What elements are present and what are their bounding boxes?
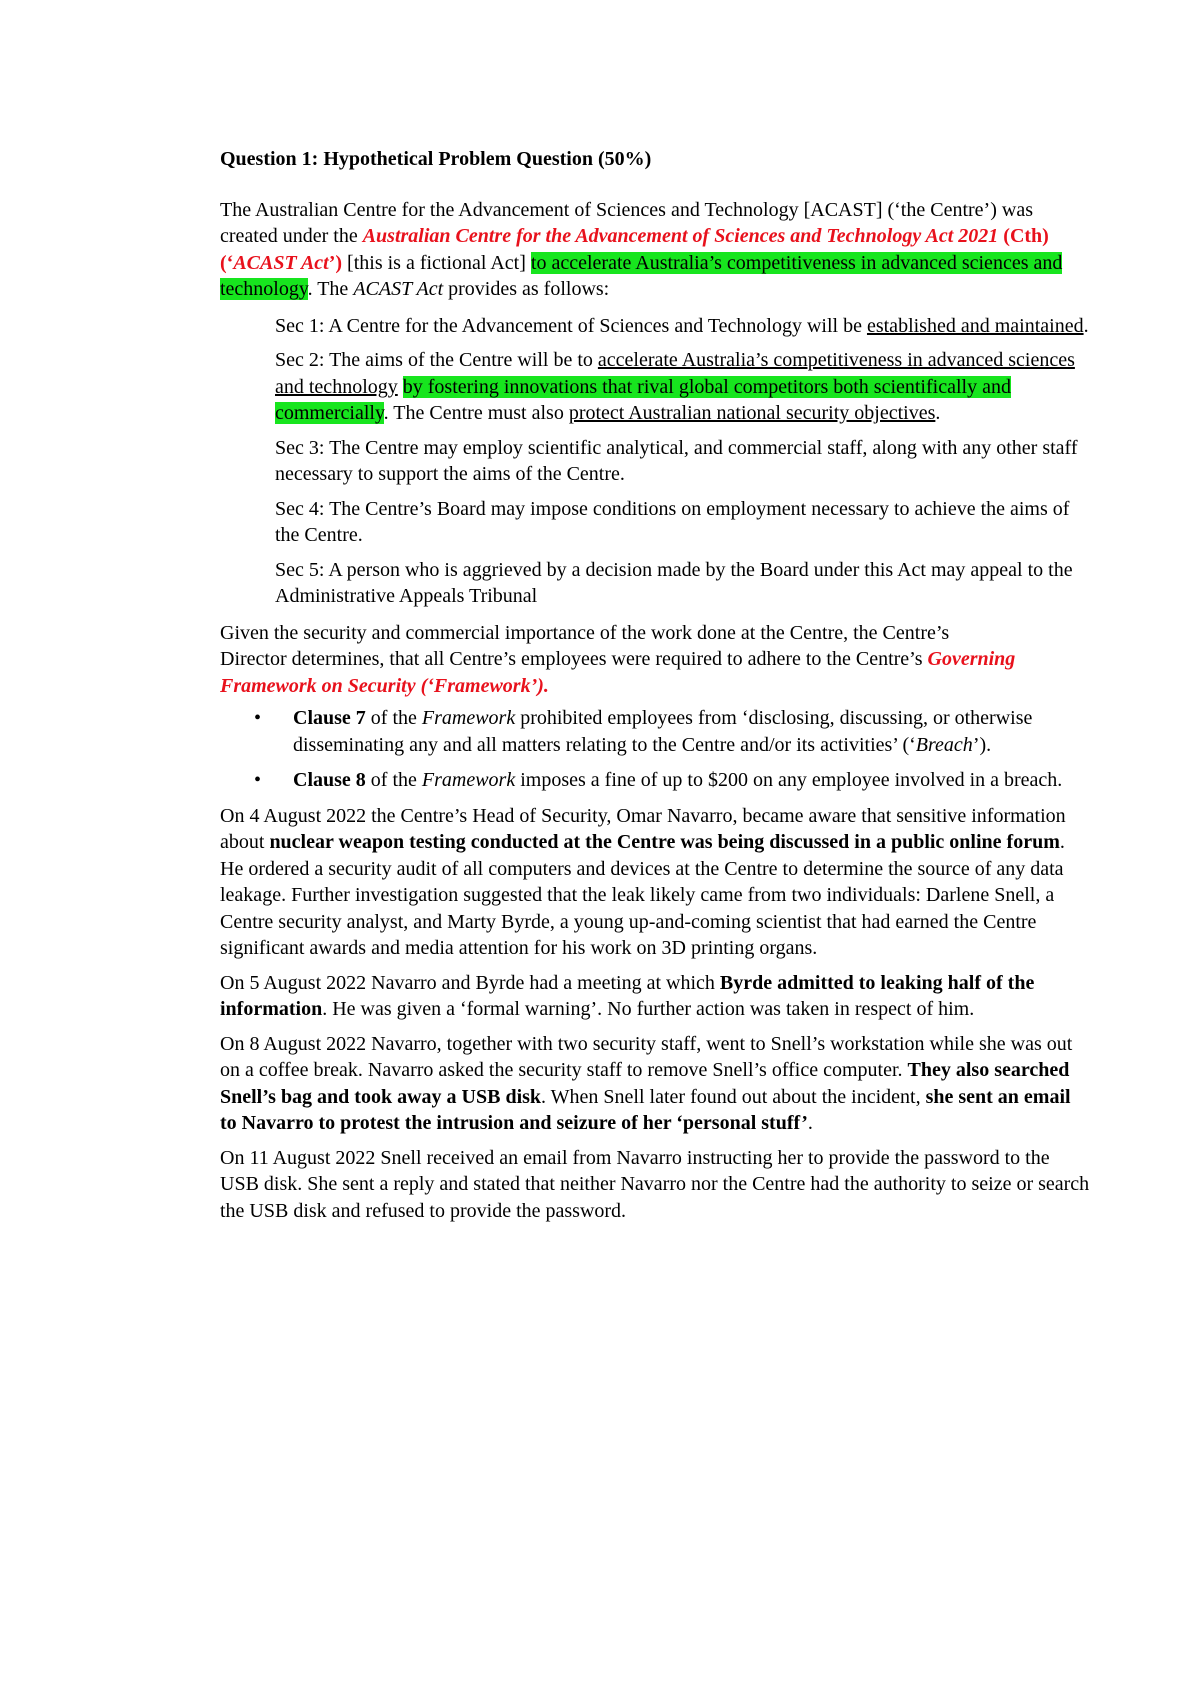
clause-8-framework: Framework (421, 769, 516, 791)
para-3-text-a: On 8 August 2022 Navarro, together with two security staff, went to Snell’s workstation while she was out on a coffee break. Navarro asked the security staff to remove Snell’s office computer. (220, 1032, 1073, 1081)
section-3: Sec 3: The Centre may employ scientific analytical, and commercial staff, along with any other staff necessary to support the aims of the Centre. (275, 436, 1078, 485)
intro-text-b: [this is a fictional Act] (342, 251, 531, 274)
paragraph-8-august (220, 1031, 1090, 1137)
breach-term: Breach (915, 733, 973, 756)
section-2-text-b: . The Centre must also (383, 402, 569, 424)
section-1-end: . (1083, 314, 1089, 337)
list-item (220, 767, 1090, 794)
act-sections (220, 313, 1090, 610)
given-paragraph (220, 620, 1090, 700)
act-close: ’) (328, 251, 343, 274)
clause-7-of: of the (365, 707, 422, 729)
clause-list (220, 705, 1090, 794)
clause-7-label: Clause 7 (293, 707, 366, 729)
section-2-end: . (935, 402, 941, 424)
para-1-bold: nuclear weapon testing conducted at the Centre was being discussed in a public online forum (269, 831, 1060, 853)
paragraph-11-august: On 11 August 2022 Snell received an email from Navarro instructing her to provide the password to the USB disk. She sent a reply and stated that neither Navarro nor the Centre had the authority to seize or search the USB disk and refused to provide the password. (220, 1146, 1090, 1222)
section-1 (275, 313, 1090, 340)
cth-text: (Cth) (‘ (220, 225, 1049, 274)
given-line-2: Director determines, that all Centre’s employees were required to adhere to the Centre’s (220, 648, 928, 670)
para-2-text-b: . He was given a ‘formal warning’. No further action was taken in respect of him. (322, 998, 975, 1020)
section-2-underline: accelerate Australia’s competitiveness in advanced sciences and technology (275, 349, 1075, 398)
intro-text-c: . The (307, 278, 354, 300)
act-name: Australian Centre for the Advancement of Sciences and Technology Act 2021 (362, 225, 999, 247)
question-title: Question 1: Hypothetical Problem Question (50%) (220, 148, 652, 170)
clause-7-framework: Framework (421, 707, 516, 729)
clause-7-end: ’). (972, 733, 992, 756)
para-2-bold: Byrde admitted to leaking half of the information (220, 971, 1035, 1020)
bullet-icon: • (254, 707, 262, 729)
acast-act-italic: ACAST Act (353, 278, 444, 300)
para-2-text-a: On 5 August 2022 Navarro and Byrde had a meeting at which (220, 971, 720, 994)
section-2-highlight: by fostering innovations that rival global competitors both scientifically and commercially (275, 375, 1011, 424)
para-3-end: . (807, 1112, 813, 1134)
para-3-bold-1: They also searched Snell’s bag and took away a USB disk (220, 1059, 1070, 1108)
clause-8-text: imposes a fine of up to $200 on any employee involved in a breach. (515, 769, 1063, 791)
section-2-underline-2: protect Australian national security objectives (568, 402, 936, 424)
para-3-bold-2: she sent an email to Navarro to protest the intrusion and seizure of her ‘personal stuff’ (220, 1085, 1071, 1134)
document-body (220, 146, 1090, 1232)
given-line-1: Given the security and commercial importance of the work done at the Centre, the Centre’s (220, 621, 950, 644)
section-2-text: Sec 2: The aims of the Centre will be to (275, 349, 598, 371)
section-4: Sec 4: The Centre’s Board may impose conditions on employment necessary to achieve the aims of the Centre. (275, 497, 1070, 546)
acast-act-abbrev: ACAST Act (233, 251, 329, 274)
section-2 (275, 347, 1090, 427)
para-3-text-b: . When Snell later found out about the incident, (541, 1085, 926, 1108)
para-1-text-b: . He ordered a security audit of all computers and devices at the Centre to determine the source of any data leakage. Further investigation suggested that the leak likely came from two individuals: Darlene Snell, a Centre security analyst, and Marty Byrde, a young up-and-coming scientist that had earned the Centre significant awards and media attention for his work on 3D printing organs. (220, 831, 1065, 959)
section-1-underline: established and maintained (866, 314, 1084, 337)
framework-name: Governing Framework on Security (‘Framework’). (220, 648, 1016, 697)
intro-text-a: The Australian Centre for the Advancement of Sciences and Technology [ACAST] (‘the Centre’) was created under the (220, 198, 1033, 247)
paragraph-4-august (220, 803, 1090, 962)
intro-paragraph (220, 197, 1090, 303)
section-5: Sec 5: A person who is aggrieved by a decision made by the Board under this Act may appeal to the Administrative Appeals Tribunal (275, 558, 1073, 607)
section-1-text: Sec 1: A Centre for the Advancement of Sciences and Technology will be (275, 314, 867, 337)
section-2-space (398, 376, 403, 398)
clause-7-text: prohibited employees from ‘disclosing, discussing, or otherwise disseminating any and all matters relating to the Centre and/or its activities’ (‘ (293, 707, 1033, 756)
clause-8-of: of the (365, 769, 422, 791)
intro-text-d: provides as follows: (443, 278, 610, 300)
paragraph-5-august (220, 970, 1090, 1023)
list-item (220, 705, 1090, 758)
clause-8-label: Clause 8 (293, 769, 366, 791)
bullet-icon: • (254, 769, 262, 791)
para-1-text-a: On 4 August 2022 the Centre’s Head of Security, Omar Navarro, became aware that sensitive information about (220, 804, 1066, 853)
intro-highlight: to accelerate Australia’s competitiveness in advanced sciences and technology (220, 251, 1063, 300)
